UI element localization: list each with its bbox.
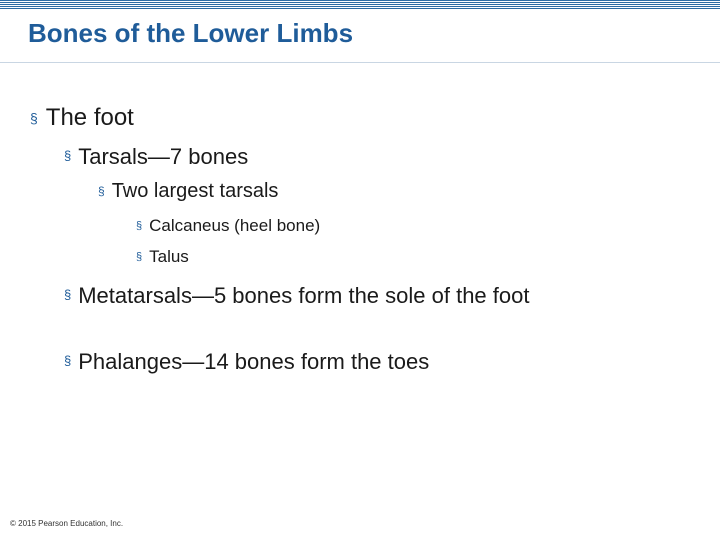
bullet-marker-icon: §: [98, 184, 105, 198]
bullet-item-metatarsals: [64, 283, 534, 308]
bullet-text: Tarsals—7 bones: [78, 144, 249, 169]
bullet-text: Metatarsals—5 bones form the sole of the foot: [78, 283, 530, 308]
bullet-text: Calcaneus (heel bone): [149, 216, 321, 235]
bullet-text: Two largest tarsals: [111, 180, 279, 202]
bullet-marker-icon: §: [30, 110, 38, 126]
bullet-text: Phalanges—14 bones form the toes: [78, 349, 430, 374]
bullet-marker-icon: §: [64, 353, 72, 368]
bullet-item-phalanges: [64, 349, 429, 374]
bullet-marker-icon: §: [136, 220, 143, 232]
slide-title: Bones of the Lower Limbs: [28, 18, 354, 48]
bullet-text: Talus: [149, 247, 189, 266]
bullet-item-tarsals: [64, 144, 248, 169]
bullet-marker-icon: §: [136, 251, 143, 263]
bullet-item-two-largest-tarsals: [98, 180, 278, 203]
copyright-footer: © 2015 Pearson Education, Inc.: [10, 519, 124, 528]
bullet-marker-icon: §: [64, 148, 72, 163]
bullet-item-calcaneus: [136, 216, 320, 236]
bullet-text: The foot: [45, 104, 134, 131]
bullet-item-foot: [30, 104, 134, 132]
bullet-item-talus: [136, 247, 189, 267]
bullet-marker-icon: §: [64, 287, 72, 302]
